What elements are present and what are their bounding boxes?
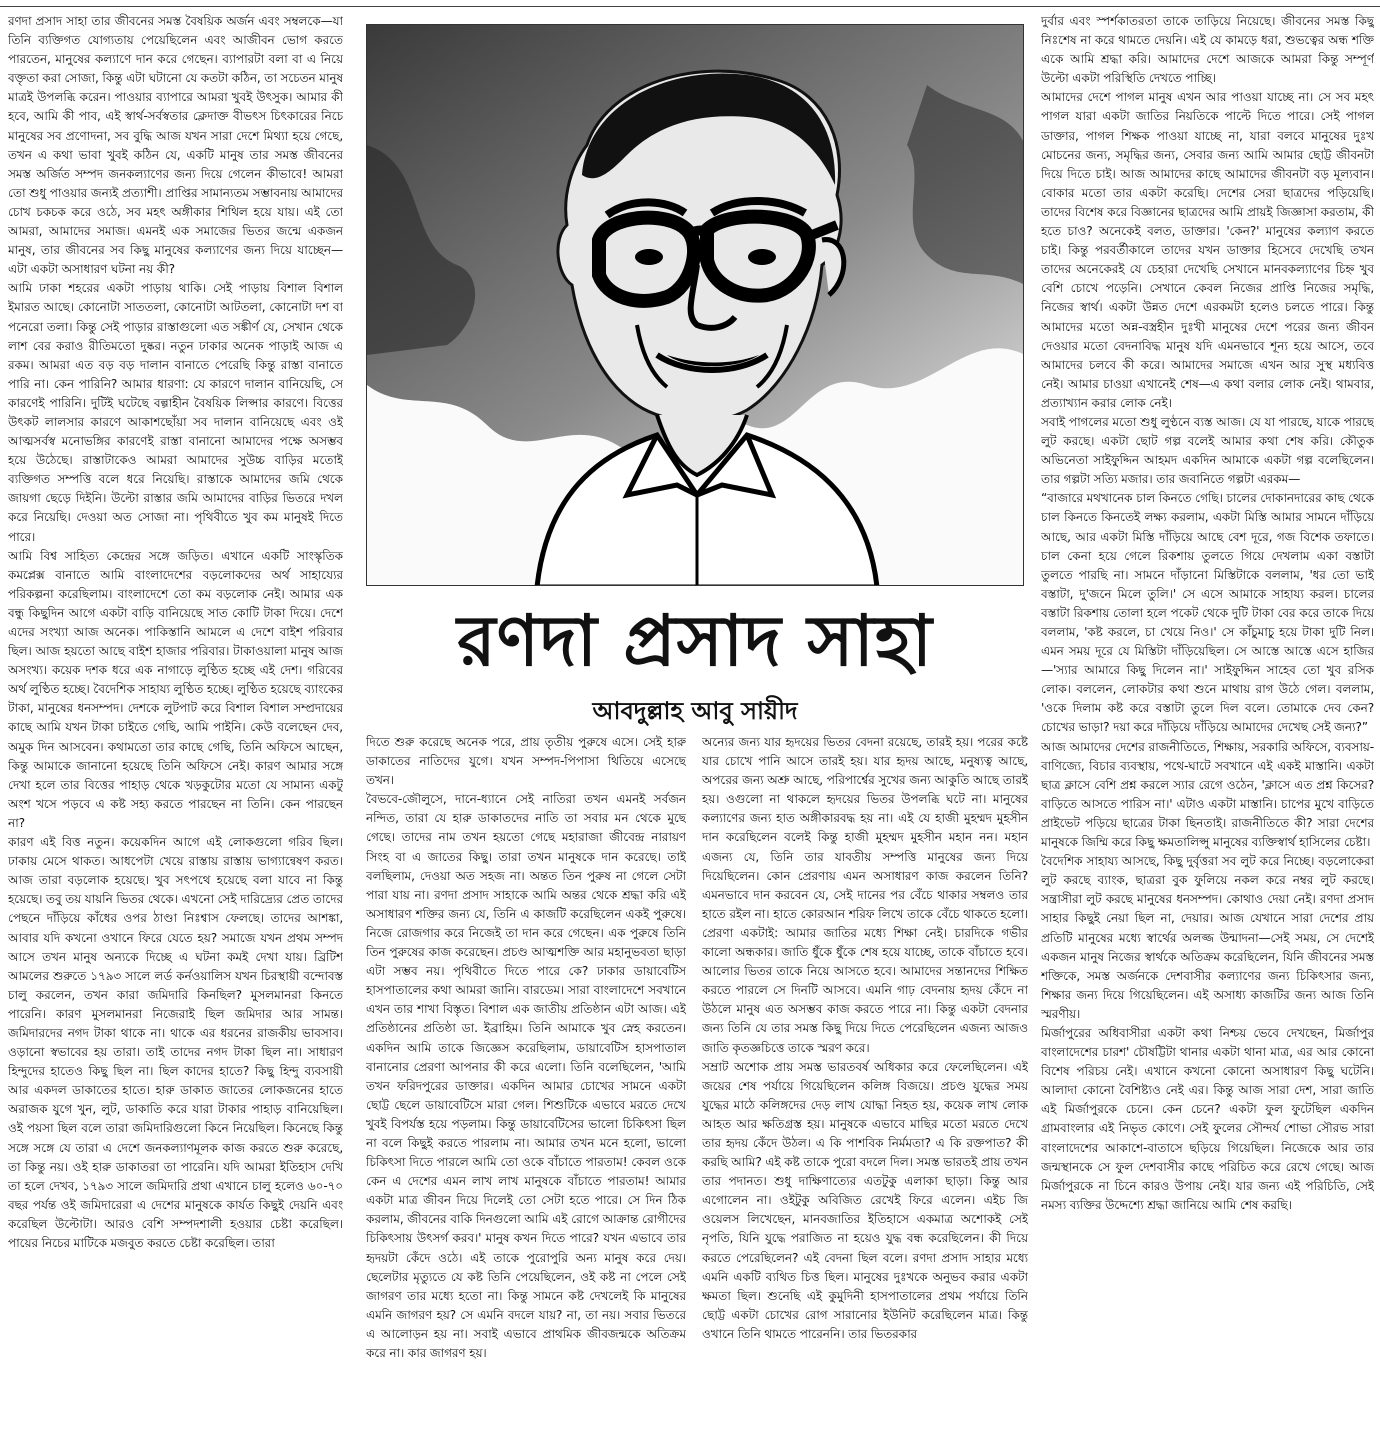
column-1-text: রণদা প্রসাদ সাহা তার জীবনের সমস্ত বৈষয়িক অর্জন এবং সম্বলকে—যা তিনি ব্যক্তিগত যোগ্যতায় পেয়েছিলেন এবং আজীবন ভোগ করতে পারতেন, মানুষের কল্যাণে দান করে গেছেন। ব্যাপারটা বলা বা এ নিয়ে বক্তৃতা করা সোজা, কিন্তু এটা ঘটানো যে কতটা কঠিন, তা সচেতন মানুষ মাত্রই উপলব্ধি করেন। পাওয়ার ব্যাপারে আমরা খুবই উৎসুক। আমার কী হবে, আমি কী পাব, এই স্বার্থ-সর্বস্বতার ক্লেদাক্ত বীভৎস চিৎকারের নিচে মানুষের সব প্রণোদনা, সব বুদ্ধি আজ যখন সারা দেশে মিথ্যা হয়ে গেছে, তখন এ কথা ভাবা খুবই কঠিন যে, একটি মানুষ তার সমস্ত জীবনের সমস্ত অর্জিত সম্পদ জনকল্যাণের জন্য দিয়ে গেলেন কীভাবে! আমরা তো শুধু পাওয়ার জন্যই প্রত্যাশী। প্রাপ্তির সামান্যতম সম্ভাবনায় আমাদের চোখ চকচক করে ওঠে, সব মহৎ অঙ্গীকার শিথিল হয়ে যায়। এই তো আমরা, আমাদের সমাজ। এমনই এক সমাজের ভিতর জন্মে একজন মানুষ, তার জীবনের সব কিছু মানুষের কল্যাণের জন্য দিয়ে যাচ্ছেন—এটা একটা অসাধারণ ঘটনা নয় কী? আমি ঢাকা শহরের একটা পাড়ায় থাকি। সেই পাড়ায় বিশাল বিশাল ইমারত আছে। কোনোটা সাততলা, কোনোটা আটতলা, কোনোটা দশ বা পনেরো তলা। কিন্তু সেই পাড়ার রাস্তাগুলো এত সঙ্কীর্ণ যে, সেখান থেকে লাশ বের করাও রীতিমতো দুষ্কর। নতুন ঢাকার অনেক পাড়াই আজ এ রকম। আমরা এত বড় বড় দালান বানাতে পেরেছি কিন্তু রাস্তা বানাতে পারি না। কেন পারিনি? আমার ধারণা: যে কারণে দালান বানিয়েছি, সে কারণেই পারিনি। দুটিই ঘটেছে বল্গাহীন বৈষয়িক লিপ্সার কারণে। বিত্তের উৎকট লালসার কারণে আকাশছোঁয়া সব দালান বানিয়েছে এবং ওই আত্মসর্বস্ব মনোভঙ্গির কারণেই রাস্তা বানানো আমাদের পক্ষে অসম্ভব হয়ে উঠেছে। রাস্তাটাকেও আমরা আমাদের সুউচ্চ বাড়ির মতোই ব্যক্তিগত সম্পত্তি বলে ধরে নিয়েছি। রাস্তাকে আমাদের জমি থেকে জায়গা ছেড়ে দিইনি। উল্টো রাস্তার জমি আমাদের বাড়ির ভিতরে দখল করে নিয়েছি। দেওয়া অত সোজা না। পৃথিবীতে খুব কম মানুষই দিতে পারে। আমি বিশ্ব সাহিত্য কেন্দ্রের সঙ্গে জড়িত। এখানে একটি সাংস্কৃতিক কমপ্লেক্স বানাতে আমি বাংলাদেশের বড়লোকদের অর্থ সাহায্যের পরিকল্পনা করেছিলাম। বাংলাদেশে তো কম বড়লোক নেই। আমার এক বন্ধু কিছুদিন আগে একটা বাড়ি বানিয়েছে সাত কোটি টাকা দিয়ে। দেশে এদের সংখ্যা আজ অনেক। পাকিস্তানি আমলে এ দেশে বাইশ পরিবার ছিল। আজ হয়তো আছে বাইশ হাজার পরিবার। টাকাওয়ালা মানুষ আজ অসংখ্য। কয়েক দশক ধরে এক নাগাড়ে লুণ্ঠিত হচ্ছে এই দেশ। গরিবের অর্থ লুণ্ঠিত হচ্ছে। বৈদেশিক সাহায্য লুণ্ঠিত হচ্ছে। লুণ্ঠিত হয়েছে ব্যাংকের টাকা, মানুষের ধনসম্পদ। দেশকে লুটপাট করে বিশাল বিশাল সম্প্রদায়ের কাছে আমি যখন টাকা চাইতে গেছি, আমি পাইনি। কেউ বলেছেন দেব, অমুক দিন আসবেন। কথামতো তার কাছে গেছি, তিনি অফিসে আছেন, কিন্তু আমাকে জানানো হয়েছে তিনি অফিসে নেই। কারণ আমার সঙ্গে দেখা হলে তার বিত্তের পাহাড় থেকে খড়কুটোর মতো যে সামান্য একটু অংশ খসে পড়বে এ কষ্ট সহ্য করতে পারছেন না তিনি। কেন পারছেন না? কারণ এই বিত্ত নতুন। কয়েকদিন আগে এই লোকগুলো গরিব ছিল। ঢাকায় মেসে থাকত। আধপেটা খেয়ে রাস্তায় রাস্তায় ভাগ্যান্বেষণ করত। আজ তারা বড়লোক হয়েছে। খুব সৎপথে হয়েছে বলা যাবে না কিন্তু হয়েছে। তবু তয় যায়নি ভিতর থেকে। এখনো সেই দারিদ্র্যের প্রেত তাদের পেছনে দাঁড়িয়ে কাঁধের ওপর ঠাণ্ডা নিঃশ্বাস ফেলছে। তাদের আশঙ্কা, আবার যদি কখনো ওখানে ফিরে যেতে হয়? সমাজে যখন প্রথম সম্পদ আসে তখন মানুষ অন্যকে দিচ্ছে এ ঘটনা কমই দেখা যায়। ব্রিটিশ আমলের শুরুতে ১৭৯৩ সালে লর্ড কর্নওয়ালিস যখন চিরস্থায়ী বন্দোবস্ত চালু করলেন, তখন কারা জমিদারি কিনছিল? মুসলমানরা কিনতে পারেনি। কারণ মুসলমানরা নিজেরাই ছিল জমিদার আর সামন্ত। জমিদারদের নগদ টাকা থাকে না। থাকে এর ধরনের রাজকীয় ভাবসাব। ওড়ানো স্বভাবের হয় তারা। তাই তাদের নগদ টাকা ছিল না। সাধারণ হিন্দুদের হাতেও কিছু ছিল না। ছিল কাদের হাতে? কিছু হিন্দু ব্যবসায়ী আর একদল ডাকাতের হাতে। হারু ডাকাত জাতের লোকজনের হাতে অরাজক যুগে খুন, লুট, ডাকাতি করে যারা টাকার পাহাড় বানিয়েছিল। ওই পয়সা ছিল বলে তারা জমিদারিগুলো কিনে নিয়েছিল। কিনেছে কিন্তু সঙ্গে সঙ্গে যে তারা এ দেশে জনকল্যাণমূলক কাজ করতে শুরু করেছে, তা কিন্তু নয়। ওই হারু ডাকাতরা তা পারেনি। যদি আমরা ইতিহাস দেখি তা হলে দেখব, ১৭৯৩ সালে জমিদারি প্রথা এখানে চালু হলেও ৬০-৭০ বছর পর্যন্ত ওই জমিদারেরা এ দেশের মানুষকে কার্যত কিছুই দেয়নি এবং করেছিল উল্টোটা। আরও বেশি সম্পদশালী হওয়ার চেষ্টা করেছিল। পায়ের নিচের মাটিকে মজবুত করতে চেষ্টা করেছিল। তারা	[8, 14, 343, 1250]
article-column-3	[702, 733, 1028, 1424]
article-author: আবদুল্লাহ আবু সায়ীদ	[592, 696, 798, 725]
article-column-4	[1041, 12, 1374, 1424]
portrait-photo	[366, 24, 1024, 586]
portrait-illustration-icon	[367, 25, 1024, 586]
top-rule	[0, 6, 1380, 7]
article-column-1	[8, 12, 343, 1424]
column-4-text: দুর্বার এবং স্পর্শকাতরতা তাকে তাড়িয়ে নিয়েছে। জীবনের সমস্ত কিছু নিঃশেষ না করে থামতে দেয়নি। এই যে কামড়ে ধরা, শুভত্বের অন্ধ শক্তি একে আমি শ্রদ্ধা করি। আমাদের দেশে আজকে আমরা কিন্তু সম্পূর্ণ উল্টো একটা পরিস্থিতি দেখতে পাচ্ছি। আমাদের দেশে পাগল মানুষ এখন আর পাওয়া যাচ্ছে না। সে সব মহৎ পাগল যারা একটা জাতির নিয়তিকে পাল্টে দিতে পারে। সেই পাগল ডাক্তার, পাগল শিক্ষক পাওয়া যাচ্ছে না, যারা বলবে মানুষের দুঃখ মোচনের জন্য, সমৃদ্ধির জন্য, সেবার জন্য আমি আমার ছোট্ট জীবনটা দিয়ে দিতে চাই। আজ আমাদের কাছে আমাদের জীবনটা বড় মূল্যবান। বোকার মতো তার একটা করেছি। দেশের সেরা ছাত্রদের পড়িয়েছি। তাদের বিশেষ করে বিজ্ঞানের ছাত্রদের আমি প্রায়ই জিজ্ঞাসা করতাম, কী হতে চাও? অনেকেই বলত, ডাক্তার। 'কেন?' মানুষের কল্যাণ করতে চাই। কিন্তু পরবর্তীকালে তাদের যখন ডাক্তার হিসেবে দেখেছি তখন তাদের অনেকেরই যে চেহারা দেখেছি সেখানে মানবকল্যাণের চিহ্ন খুব বেশি চোখে পড়েনি। সেখানে কেবল নিজের প্রাপ্তি নিজের সমৃদ্ধি, নিজের স্বার্থ। একটা উন্নত দেশে এরকমটা হলেও চলতে পারে। কিন্তু আমাদের মতো অন্ন-বস্ত্রহীন দুঃখী মানুষের দেশে পরের জন্য জীবন দেওয়ার মতো বেদনাবিদ্ধ মানুষ যদি এমনভাবে শূন্য হয়ে আসে, তবে আমাদের চলবে কী করে। আমাদের সমাজে এখন আর সুস্থ মধ্যবিত্ত নেই। আমার চাওয়া এখানেই শেষ—এ কথা বলার লোক নেই। থামবার, প্রত্যাখ্যান করার লোক নেই। সবাই পাগলের মতো শুধু লুণ্ঠনে ব্যস্ত আজ। যে যা পারছে, যাকে পারছে লুট করছে। একটা ছোট গল্প বলেই আমার কথা শেষ করি। কৌতুক অভিনেতা সাইফুদ্দিন আহমদ একদিন আমাকে একটা গল্প বলেছিলেন। তার গল্পটা সত্যি মজার। তার জবানিতে গল্পটা এরকম— “বাজারে মথখানেক চাল কিনতে গেছি। চালের দোকানদারের কাছ থেকে চাল কিনতে কিনতেই লক্ষ্য করলাম, একটা মিস্তি আমার সামনে দাঁড়িয়ে আছে, আর একটা মিস্তি দাঁড়িয়ে আছে বেশ দূরে, গজ বিশেক তফাতে। চাল কেনা হয়ে গেলে রিকশায় তুলতে গিয়ে দেখলাম একা বস্তাটা তুলতে পারছি না। সামনে দাঁড়ানো মিস্তিটাকে বললাম, 'ধর তো ভাই বস্তাটা, দু'জনে মিলে তুলি।' সে এসে আমাকে সাহায্য করল। চালের বস্তাটা রিকশায় তোলা হলে পকেট থেকে দুটি টাকা বের করে তাকে দিয়ে বললাম, 'কষ্ট করলে, চা খেয়ে নিও।' সে কাঁচুমাচু হয়ে টাকা দুটি নিল। এমন সময় দূরে যে মিস্তিটা দাঁড়িয়েছিল। সে আস্তে আস্তে এসে হাজির—'স্যার আমারে কিছু দিলেন না।' সাইফুদ্দিন সাহেব তো খুব রসিক লোক। বললেন, লোকটার কথা শুনে মাথায় রাগ উঠে গেল। বললাম, 'ওকে দিলাম কষ্ট করে বস্তাটা তুলে দিল বলে। তোমাকে দেব কেন? চোখের ভাড়া? দয়া করে দাঁড়িয়ে দাঁড়িয়ে আমাদের দেখেছ সেই জন্য?” আজ আমাদের দেশের রাজনীতিতে, শিক্ষায়, সরকারি অফিসে, ব্যবসায়-বাণিজ্যে, বিচার ব্যবস্থায়, পথে-ঘাটে সবখানে এই একই মাস্তানি। একটা ছাত্র ক্লাসে বেশি প্রশ্ন করলে স্যার রেগে ওঠেন, 'ক্লাসে এত প্রশ্ন কিসের? বাড়িতে আসতে পারিস না।' এটাও একটা মাস্তানি। চাপের মুখে বাড়িতে প্রাইভেট পড়িয়ে ছাত্রের টাকা ছিনতাই। রাজনীতিতে কী? সারা দেশের মানুষকে জিম্মি করে কিছু ক্ষমতালিপ্সু মানুষের ব্যক্তিস্বার্থ হাসিলের চেষ্টা। বৈদেশিক সাহায্য আসছে, কিছু দুর্বৃত্তরা সব লুট করে নিচ্ছে। বড়লোকেরা লুট করছে ব্যাংক, ছাত্ররা বুক ফুলিয়ে নকল করে নম্বর লুট করছে। সন্ত্রাসীরা লুট করছে মানুষের ধনসম্পদ। কোথাও দেয়া নেই। রণদা প্রসাদ সাহার কিছুই নেয়া ছিল না, দেয়ার। আজ যেখানে সারা দেশের প্রায় প্রতিটি মানুষের মধ্যে স্বার্থের অলজ্জ উন্মাদনা—সেই সময়, সে দেশেই একজন মানুষ নিজের স্বার্থকে অতিক্রম করেছিলেন, যিনি জীবনের সমস্ত শক্তিকে, সমস্ত অর্জনকে দেশবাসীর কল্যাণের জন্য চিকিৎসার জন্য, শিক্ষার জন্য দিয়ে গিয়েছিলেন। এই অসাধ্য কাজটির জন্য আজ তিনি স্মরণীয়। মির্জাপুরের অধিবাসীরা একটা কথা নিশ্চয় ভেবে দেখছেন, মির্জাপুর বাংলাদেশের চারশ' চৌষট্টিটা থানার একটা থানা মাত্র, এর আর কোনো বিশেষ পরিচয় নেই। এখানে কখনো কোনো অসাধারণ কিছু ঘটেনি। আলাদা কোনো বৈশিষ্ট্যও নেই এর। কিন্তু আজ সারা দেশ, সারা জাতি এই মির্জাপুরকে চেনে। কেন চেনে? একটা ফুল ফুটেছিল একদিন গ্রামবাংলার এই নিভৃত কোণে। সেই ফুলের সৌন্দর্য শোভা সৌরভ সারা বাংলাদেশের আকাশে-বাতাসে ছড়িয়ে গিয়েছিল। নিজেকে আর তার জন্মস্থানকে সে ফুল দেশবাসীর কাছে পরিচিত করে রেখে গেছে। আজ মির্জাপুরকে না চিনে কারও উপায় নেই। যার জন্য এই পরিচিতি, সেই নমস্য ব্যক্তির উদ্দেশ্যে শ্রদ্ধা জানিয়ে আমি শেষ করছি।	[1041, 14, 1374, 1212]
column-3-text: অন্যের জন্য যার হৃদয়ের ভিতর বেদনা রয়েছে, তারই হয়। পরের কষ্টে যার চোখে পানি আসে তারই হয়। যার হৃদয় আছে, মনুষ্যত্ব আছে, অপরের জন্য অশ্রু আছে, পরিপার্শ্বের সুখের জন্য আকুতি আছে তারই হয়। ওগুলো না থাকলে হৃদয়ের ভিতর উপলব্ধি ঘটে না। মানুষের কল্যাণের জন্য হাত অঙ্গীকারবদ্ধ হয় না। এই যে হাজী মুহম্মদ মুহসীন দান করেছিলেন বলেই কিন্তু হাজী মুহম্মদ মুহসীন মহান নন। মহান এজন্য যে, তিনি তার যাবতীয় সম্পত্তি মানুষের জন্য দিয়ে দিয়েছিলেন। কোন প্রেরণায় এমন অসাধারণ কাজ করলেন তিনি? এমনভাবে দান করবেন যে, সেই দানের পর বেঁচে থাকার সম্বলও তার হাতে রইল না। হাতে কোরআন শরিফ লিখে তাকে বেঁচে থাকতে হলো। প্রেরণা একটাই: আমার জাতির মধ্যে শিক্ষা নেই। চারদিকে গভীর কালো অন্ধকার। জাতি ধুঁকে ধুঁকে শেষ হয়ে যাচ্ছে, তাকে বাঁচাতে হবে। আলোর ভিতর তাকে নিয়ে আসতে হবে। আমাদের সন্তানদের শিক্ষিত করতে পারলে সে দিনটি আসবে। এমনি গাঢ় বেদনায় হৃদয় কেঁদে না উঠলে মানুষ এত অসম্ভব কাজ করতে পারে না। কিন্তু একটা বেদনার জন্য তিনি যে তার সমস্ত কিছু দিয়ে দিতে পেরেছিলেন এজন্য আজও জাতি কৃতজ্ঞচিত্তে তাকে স্মরণ করে। সম্রাট অশোক প্রায় সমস্ত ভারতবর্ষ অধিকার করে ফেলেছিলেন। এই জয়ের শেষ পর্যায়ে গিয়েছিলেন কলিঙ্গ বিজয়ে। প্রচণ্ড যুদ্ধের সময় যুদ্ধের মাঠে কলিঙ্গদের দেড় লাখ যোদ্ধা নিহত হয়, কয়েক লাখ লোক আহত আর ক্ষতিগ্রস্ত হয়। মানুষকে এভাবে মাছির মতো মরতে দেখে তার হৃদয় কেঁদে উঠল। এ কি পাশবিক নির্মমতা? এ কি রক্তপাত? কী করছি আমি? এই কষ্ট তাকে পুরো বদলে দিল। সমস্ত ভারতই প্রায় তখন তার পদানত। শুধু দাক্ষিণাত্যের এতটুকু এলাকা ছাড়া। কিন্তু আর এগোলেন না। ওইটুকু অবিজিত রেখেই ফিরে এলেন। এইচ জি ওয়েলস লিখেছেন, মানবজাতির ইতিহাসে একমাত্র অশোকই সেই নৃপতি, যিনি যুদ্ধে পরাজিত না হয়েও যুদ্ধ বন্ধ করেছিলেন। কী দিয়ে করতে পেরেছিলেন? এই বেদনা ছিল বলে। রণদা প্রসাদ সাহার মধ্যে এমনি একটি ব্যথিত চিত্ত ছিল। মানুষের দুঃখকে অনুভব করার একটা ক্ষমতা ছিল। শুনেছি এই কুমুদিনী হাসপাতালের প্রথম পর্যায়ে তিনি ছোট্ট একটা চোখের রোগ সারানোর ইউনিট করেছিলেন মাত্র। কিন্তু ওখানে তিনি থামতে পারেননি। তার ভিতরকার	[702, 735, 1028, 1341]
article-title: রণদা প্রসাদ সাহা	[457, 599, 933, 682]
column-2-text: দিতে শুরু করেছে অনেক পরে, প্রায় তৃতীয় পুরুষে এসে। সেই হারু ডাকাতের নাতিদের যুগে। যখন সম্পদ-পিপাসা থিতিয়ে এসেছে তখন। বৈভবে-জৌলুসে, দানে-ধ্যানে সেই নাতিরা তখন এমনই সর্বজন নন্দিত, তারা যে হারু ডাকাতদের নাতি তা সবার মন থেকে মুছে গেছে। তাদের নাম তখন হয়তো গেছে মহারাজা জীবেন্দ্র নারায়ণ সিংহ বা এ জাতের কিছু। তারা তখন মানুষকে দান করেছে। তাই বলছিলাম, দেওয়া অত সহজ না। অন্তত তিন পুরুষ না গেলে সেটা পারা যায় না। রণদা প্রসাদ সাহাকে আমি অন্তর থেকে শ্রদ্ধা করি এই অসাধারণ শক্তির জন্য যে, তিনি এ কাজটি করেছিলেন একই পুরুষে। নিজে রোজগার করে নিজেই তা দান করে গেছেন। এক পুরুষে তিনি তিন পুরুষের কাজ করেছেন। প্রচণ্ড আত্মশক্তি আর মহানুভবতা ছাড়া এটা সম্ভব নয়। পৃথিবীতে দিতে পারে কে? ঢাকার ডায়াবেটিস হাসপাতালের কথা আমরা জানি। বারডেম। সারা বাংলাদেশে সবখানে এখন তার শাখা বিস্তৃত। বিশাল এক জাতীয় প্রতিষ্ঠান এটা আজ। এই প্রতিষ্ঠানের প্রতিষ্ঠা ডা. ইব্রাহিম। তিনি আমাকে খুব স্নেহ করতেন। একদিন আমি তাকে জিজ্ঞেস করেছিলাম, ডায়াবেটিস হাসপাতাল বানানোর প্রেরণা আপনার কী করে এলো। তিনি বলেছিলেন, 'আমি তখন ফরিদপুরের ডাক্তার। একদিন আমার চোখের সামনে একটা ছোট্ট ছেলে ডায়াবেটিসে মারা গেল। শিশুটিকে এভাবে মরতে দেখে খুবই বিপর্যস্ত হয়ে পড়লাম। কিন্তু ডায়াবেটিসের ভালো চিকিৎসা ছিল না বলে কিছুই করতে পারলাম না। আমার তখন মনে হলো, ভালো চিকিৎসা দিতে পারলে আমি তো ওকে বাঁচাতে পারতাম! কেবল ওকে কেন এ দেশের এমন লাখ লাখ মানুষকে বাঁচাতে পারতাম! আমার একটা মাত্র জীবন দিয়ে দিলেই তো সেটা হতে পারে। সে দিন ঠিক করলাম, জীবনের বাকি দিনগুলো আমি এই রোগে আক্রান্ত রোগীদের চিকিৎসায় উৎসর্গ করব।' মানুষ কখন দিতে পারে? যখন এভাবে তার হৃদয়টা কেঁদে ওঠে। এই তাকে পুরোপুরি অন্য মানুষ করে দেয়। ছেলেটার মৃত্যুতে যে কষ্ট তিনি পেয়েছিলেন, ওই কষ্ট না পেলে সেই জাগরণ তার মধ্যে হতো না। কিন্তু সামনে কষ্ট দেখলেই কি মানুষের এমনি জাগরণ হয়? সে এমনি বদলে যায়? না, তা নয়। সবার ভিতরে এ আলোড়ন হয় না। সবাই এভাবে প্রাথমিক জীবজন্মকে অতিক্রম করে না। কার জাগরণ হয়।	[366, 735, 686, 1360]
article-column-2	[366, 733, 686, 1424]
